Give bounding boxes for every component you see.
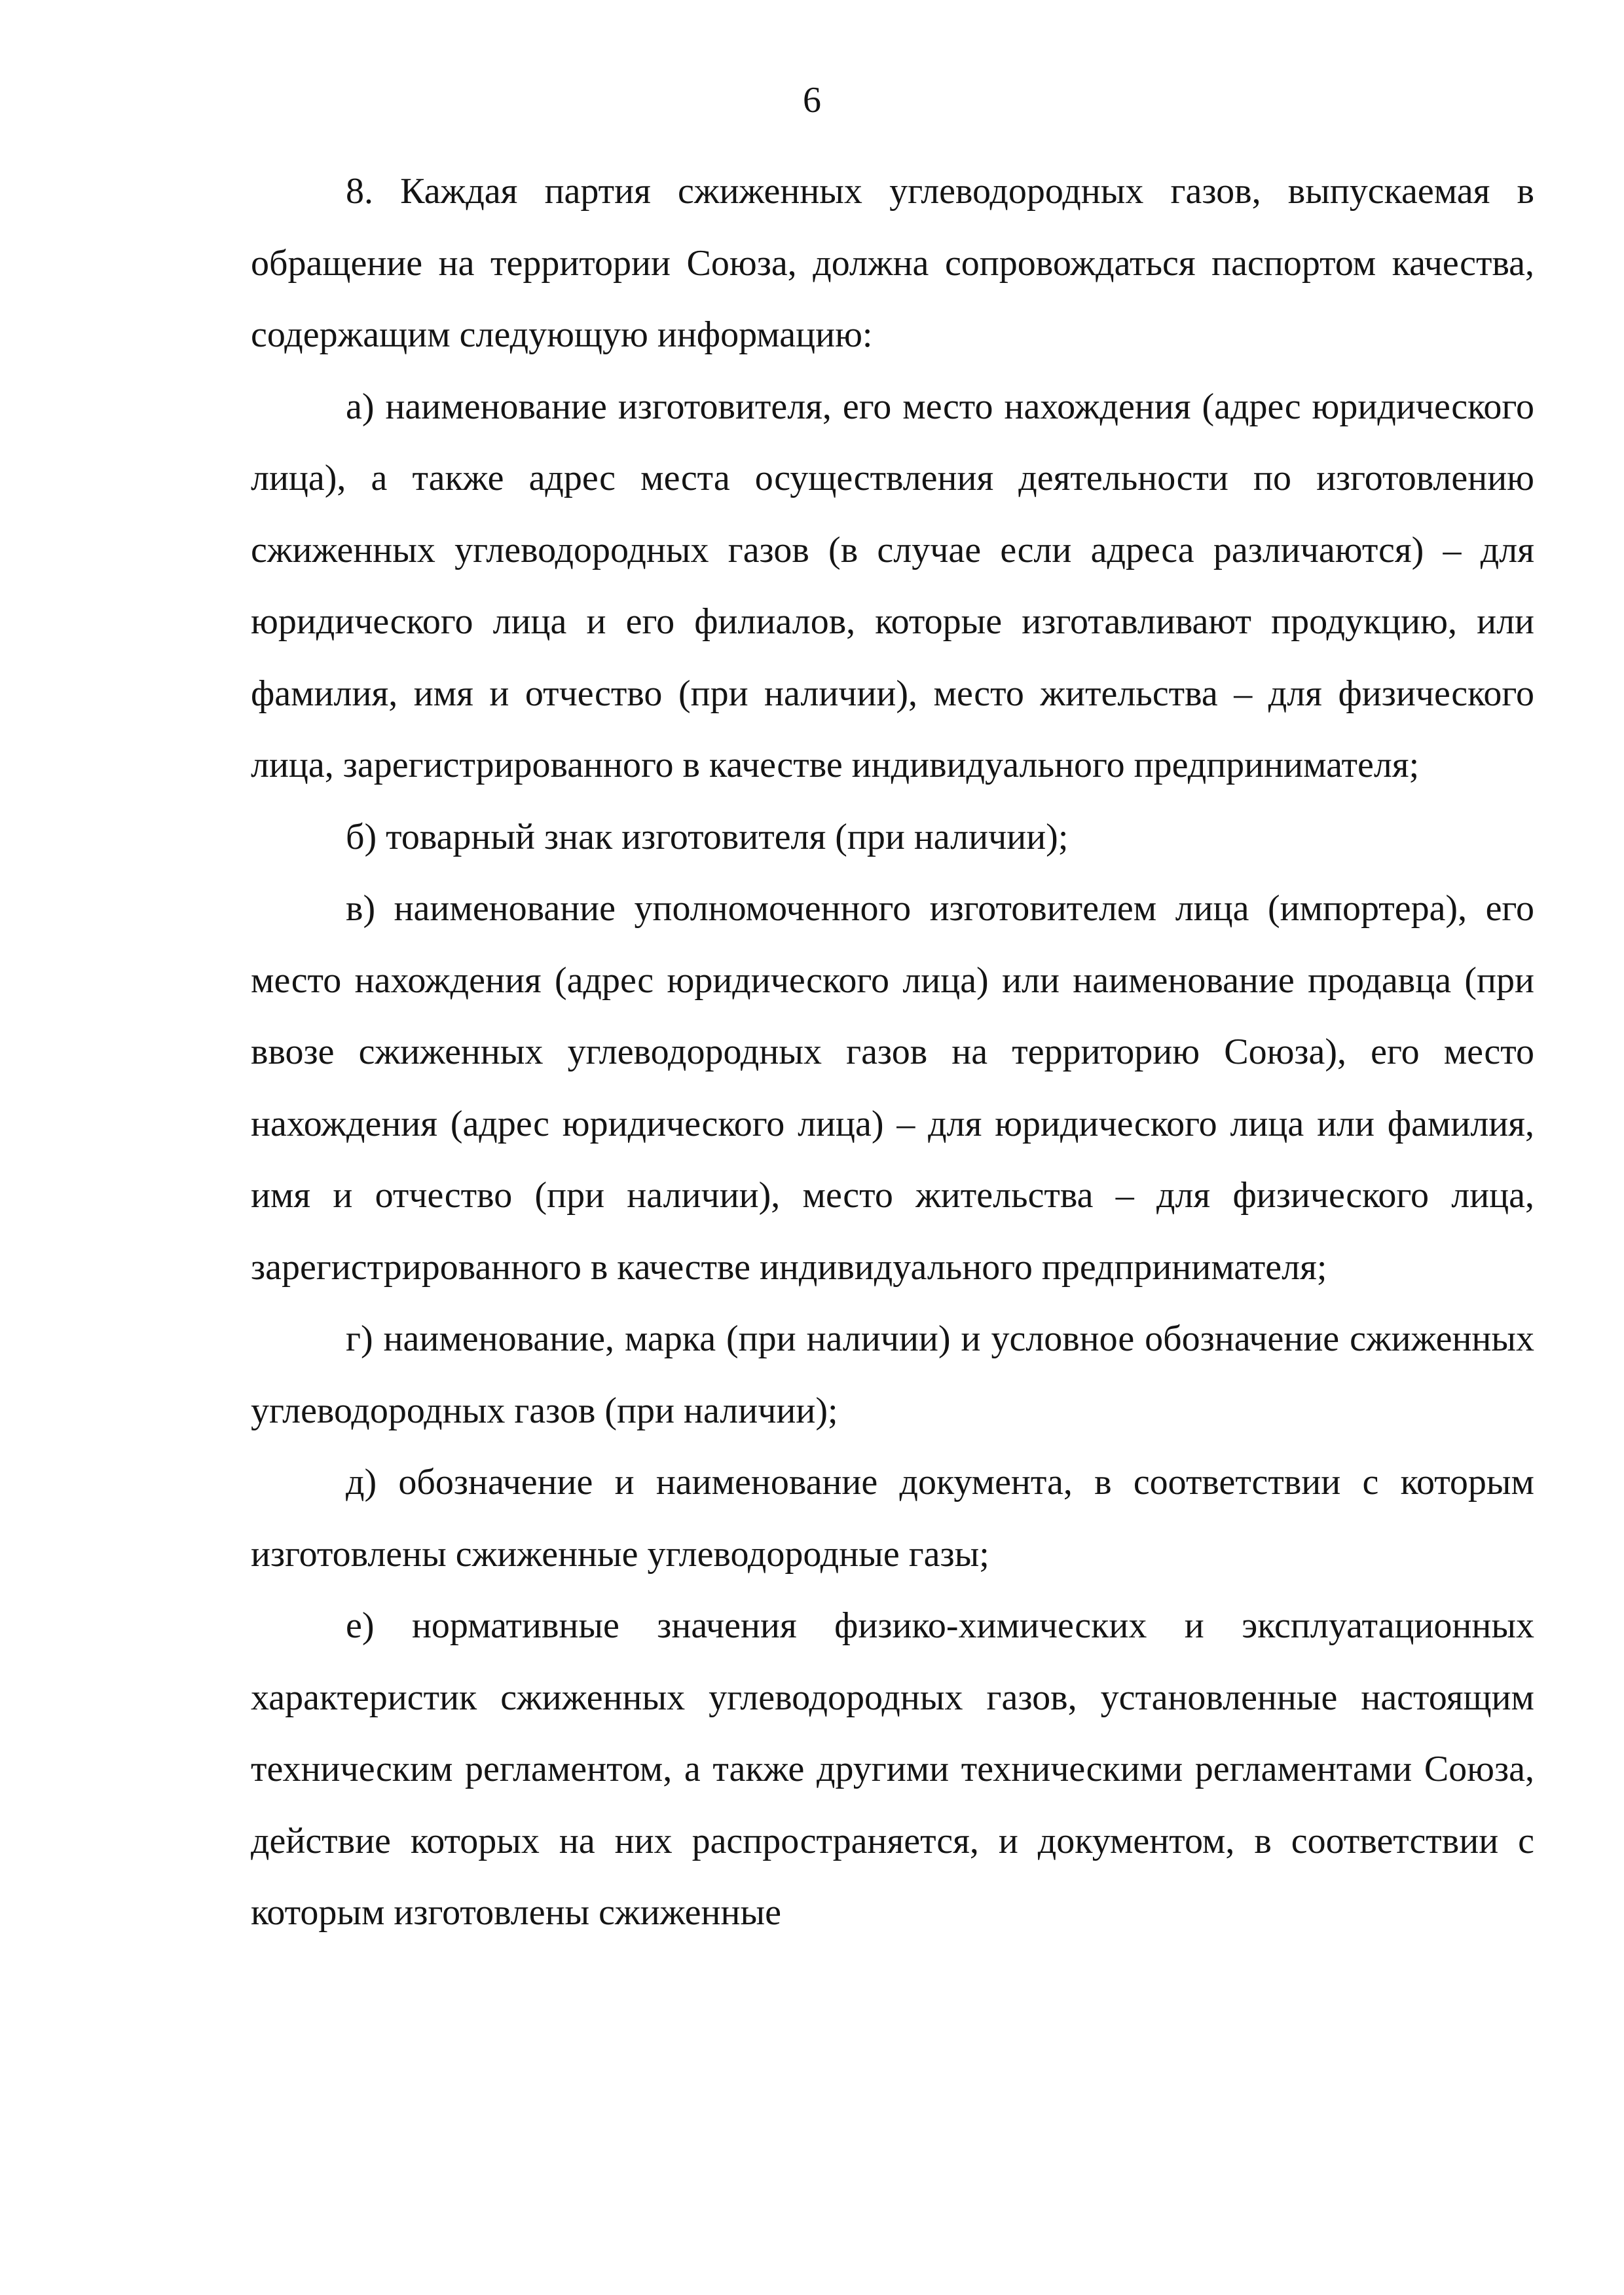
paragraph-item-b: б) товарный знак изготовителя (при наличии); [346,816,1069,857]
paragraph-item-g: г) наименование, марка (при наличии) и условное обозначение сжиженных углеводородных газов (при наличии); [251,1318,1534,1431]
paragraph-8: 8. Каждая партия сжиженных углеводородных газов, выпускаемая в обращение на территории Союза, должна сопровождаться паспортом качества, содержащим следующую информацию: [251,171,1534,355]
document-body [251,156,1534,1949]
paragraph-item-v: в) наименование уполномоченного изготовителем лица (импортера), его место нахождения (адрес юридического лица) или наименование продавца (при ввозе сжиженных углеводородных газов на территорию Союза), его место нахождения (адрес юридического лица) – для юридического лица или фамилия, имя и отчество (при наличии), место жительства – для физического лица, зарегистрированного в качестве индивидуального предпринимателя; [251,888,1534,1288]
paragraph-item-a: а) наименование изготовителя, его место нахождения (адрес юридического лица), а также адрес места осуществления деятельности по изготовлению сжиженных углеводородных газов (в случае если адреса различаются) – для юридического лица и его филиалов, которые изготавливают продукцию, или фамилия, имя и отчество (при наличии), место жительства – для физического лица, зарегистрированного в качестве индивидуального предпринимателя; [251,386,1534,785]
paragraph-item-d: д) обозначение и наименование документа, в соответствии с которым изготовлены сжиженные углеводородные газы; [251,1462,1534,1575]
page-number: 6 [803,80,821,121]
paragraph-item-e: е) нормативные значения физико-химических и эксплуатационных характеристик сжиженных углеводородных газов, установленные настоящим техническим регламентом, а также другими техническими регламентами Союза, действие которых на них распространяется, и документом, в соответствии с которым изготовлены сжиженные [251,1605,1534,1933]
